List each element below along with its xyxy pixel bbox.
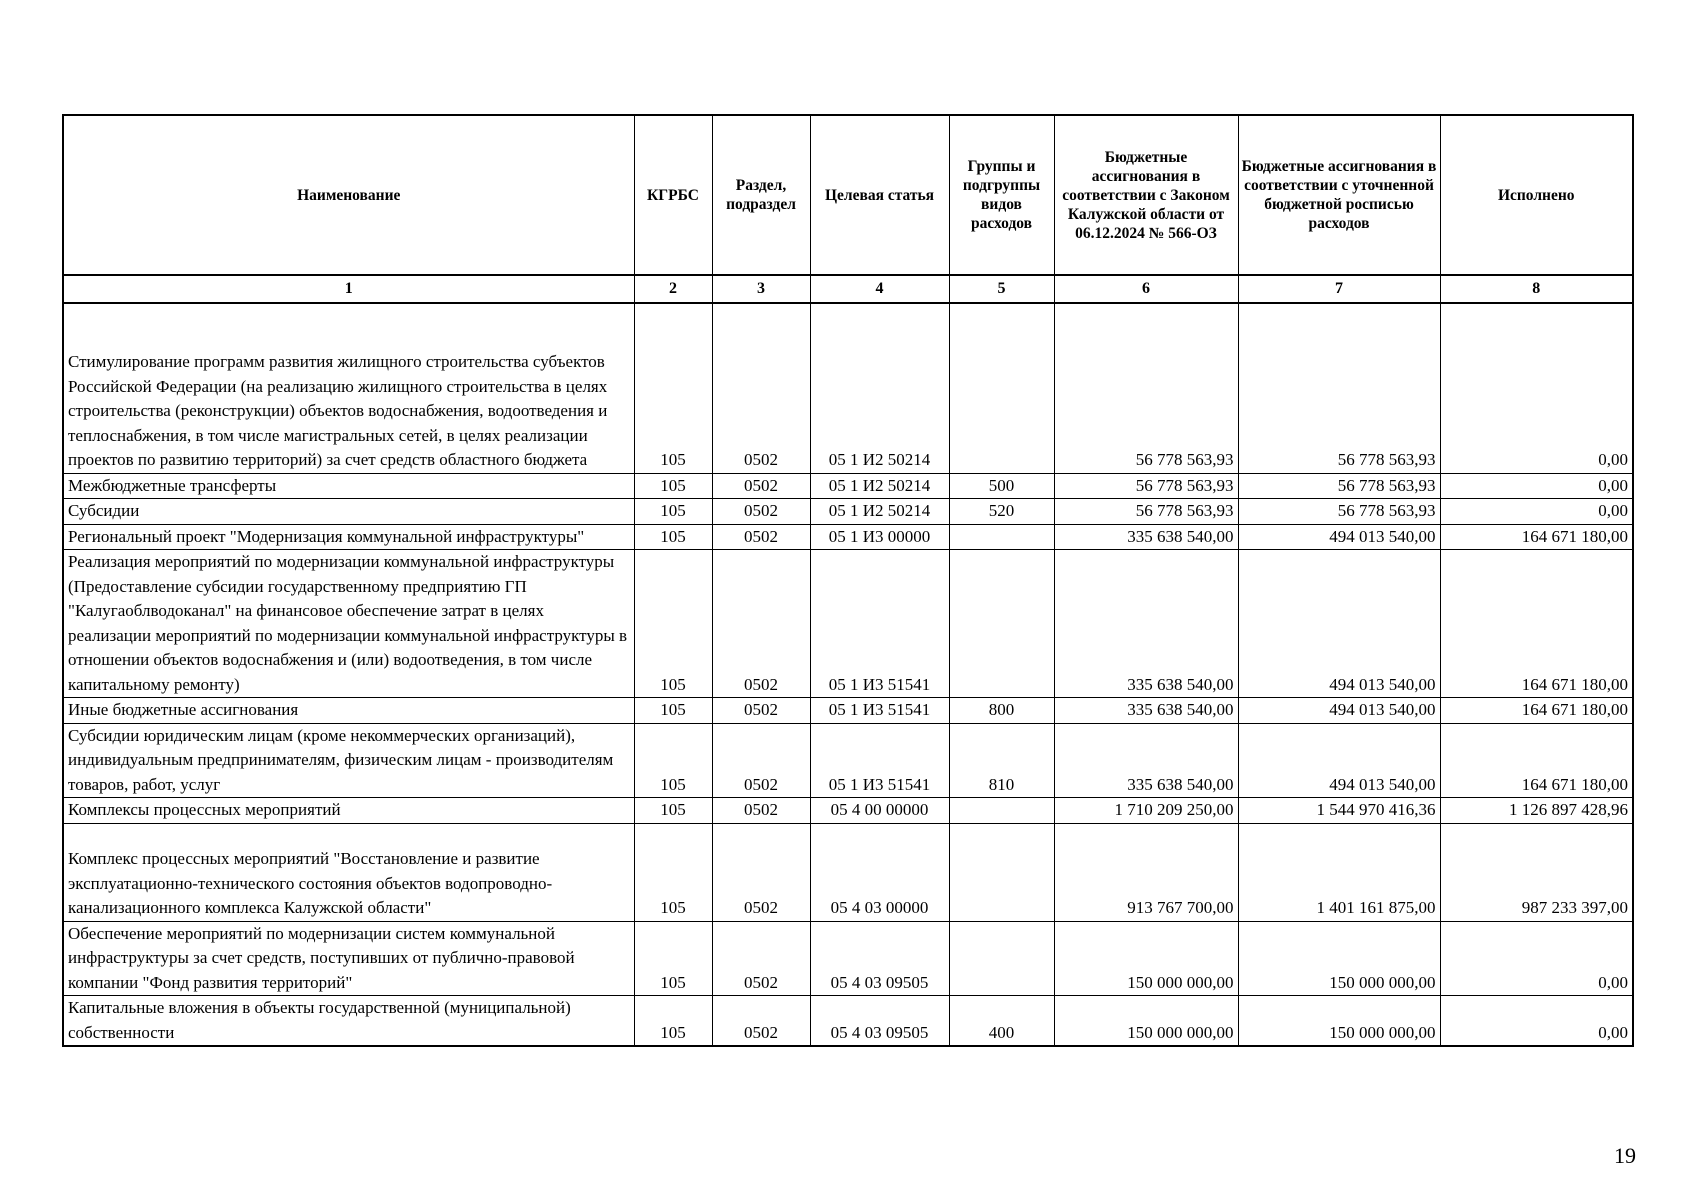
row-kgrbs: 105	[634, 550, 712, 698]
row-law-allocation: 56 778 563,93	[1054, 499, 1238, 525]
row-law-allocation: 1 710 209 250,00	[1054, 798, 1238, 824]
row-executed: 0,00	[1440, 499, 1633, 525]
row-executed: 164 671 180,00	[1440, 723, 1633, 798]
row-law-allocation: 56 778 563,93	[1054, 303, 1238, 473]
column-number: 2	[634, 275, 712, 303]
row-expense-group	[949, 921, 1054, 996]
table-header-row	[63, 115, 1633, 275]
row-expense-group: 400	[949, 996, 1054, 1047]
row-razdel: 0502	[712, 798, 810, 824]
row-name: Стимулирование программ развития жилищного строительства субъектов Российской Федерации (на реализацию жилищного строительства в целях строительства (реконструкции) объектов водоснабжения, водоотведения и теплоснабжения, в том числе магистральных сетей, в целях реализации проектов по развитию территорий) за счет средств областного бюджета	[63, 303, 634, 473]
row-law-allocation: 150 000 000,00	[1054, 996, 1238, 1047]
row-name: Обеспечение мероприятий по модернизации систем коммунальной инфраструктуры за счет средств, поступивших от публично-правовой компании "Фонд развития территорий"	[63, 921, 634, 996]
column-number: 4	[810, 275, 949, 303]
header-refined-allocation: Бюджетные ассигнования в соответствии с уточненной бюджетной росписью расходов	[1238, 115, 1440, 275]
row-expense-group	[949, 303, 1054, 473]
row-law-allocation: 335 638 540,00	[1054, 698, 1238, 724]
row-razdel: 0502	[712, 723, 810, 798]
column-number: 1	[63, 275, 634, 303]
table-row	[63, 798, 1633, 824]
row-expense-group: 800	[949, 698, 1054, 724]
row-expense-group	[949, 550, 1054, 698]
table-row	[63, 823, 1633, 921]
row-refined-allocation: 1 544 970 416,36	[1238, 798, 1440, 824]
table-row	[63, 473, 1633, 499]
header-expense-group: Группы и подгруппы видов расходов	[949, 115, 1054, 275]
row-expense-group: 500	[949, 473, 1054, 499]
column-number: 6	[1054, 275, 1238, 303]
row-refined-allocation: 494 013 540,00	[1238, 723, 1440, 798]
row-razdel: 0502	[712, 698, 810, 724]
row-kgrbs: 105	[634, 723, 712, 798]
column-number: 5	[949, 275, 1054, 303]
row-target-article: 05 1 И3 51541	[810, 723, 949, 798]
row-kgrbs: 105	[634, 524, 712, 550]
row-target-article: 05 1 И3 00000	[810, 524, 949, 550]
row-refined-allocation: 56 778 563,93	[1238, 473, 1440, 499]
row-law-allocation: 335 638 540,00	[1054, 550, 1238, 698]
row-expense-group: 520	[949, 499, 1054, 525]
row-executed: 0,00	[1440, 473, 1633, 499]
row-expense-group	[949, 524, 1054, 550]
row-razdel: 0502	[712, 524, 810, 550]
row-kgrbs: 105	[634, 698, 712, 724]
row-name: Комплекс процессных мероприятий "Восстановление и развитие эксплуатационно-технического состояния объектов водопроводно-канализационного комплекса Калужской области"	[63, 823, 634, 921]
table-row	[63, 698, 1633, 724]
row-executed: 1 126 897 428,96	[1440, 798, 1633, 824]
table-row	[63, 550, 1633, 698]
row-law-allocation: 335 638 540,00	[1054, 723, 1238, 798]
row-refined-allocation: 1 401 161 875,00	[1238, 823, 1440, 921]
row-expense-group	[949, 798, 1054, 824]
row-kgrbs: 105	[634, 473, 712, 499]
row-refined-allocation: 150 000 000,00	[1238, 921, 1440, 996]
table-row	[63, 303, 1633, 473]
row-executed: 0,00	[1440, 996, 1633, 1047]
table-row	[63, 723, 1633, 798]
table-row	[63, 499, 1633, 525]
row-kgrbs: 105	[634, 798, 712, 824]
row-name: Капитальные вложения в объекты государственной (муниципальной) собственности	[63, 996, 634, 1047]
row-name: Комплексы процессных мероприятий	[63, 798, 634, 824]
row-refined-allocation: 494 013 540,00	[1238, 550, 1440, 698]
row-refined-allocation: 150 000 000,00	[1238, 996, 1440, 1047]
row-razdel: 0502	[712, 499, 810, 525]
row-name: Региональный проект "Модернизация коммунальной инфраструктуры"	[63, 524, 634, 550]
row-name: Субсидии	[63, 499, 634, 525]
row-razdel: 0502	[712, 473, 810, 499]
row-kgrbs: 105	[634, 499, 712, 525]
row-target-article: 05 4 00 00000	[810, 798, 949, 824]
row-kgrbs: 105	[634, 996, 712, 1047]
row-executed: 164 671 180,00	[1440, 524, 1633, 550]
row-law-allocation: 913 767 700,00	[1054, 823, 1238, 921]
row-razdel: 0502	[712, 996, 810, 1047]
row-executed: 0,00	[1440, 303, 1633, 473]
header-executed: Исполнено	[1440, 115, 1633, 275]
row-target-article: 05 1 И2 50214	[810, 499, 949, 525]
row-executed: 164 671 180,00	[1440, 550, 1633, 698]
row-target-article: 05 4 03 09505	[810, 921, 949, 996]
row-target-article: 05 1 И2 50214	[810, 473, 949, 499]
column-number: 7	[1238, 275, 1440, 303]
row-target-article: 05 1 И3 51541	[810, 698, 949, 724]
header-razdel: Раздел, подраздел	[712, 115, 810, 275]
row-name: Субсидии юридическим лицам (кроме некоммерческих организаций), индивидуальным предпринимателям, физическим лицам - производителям товаров, работ, услуг	[63, 723, 634, 798]
row-name: Реализация мероприятий по модернизации коммунальной инфраструктуры (Предоставление субсидии государственному предприятию ГП "Калугаоблводоканал" на финансовое обеспечение затрат в целях реализации мероприятий по модернизации коммунальной инфраструктуры в отношении объектов водоснабжения и (или) водоотведения, в том числе капитальному ремонту)	[63, 550, 634, 698]
row-razdel: 0502	[712, 921, 810, 996]
row-target-article: 05 1 И2 50214	[810, 303, 949, 473]
row-razdel: 0502	[712, 303, 810, 473]
row-expense-group	[949, 823, 1054, 921]
row-kgrbs: 105	[634, 823, 712, 921]
page-number: 19	[1614, 1143, 1636, 1168]
row-law-allocation: 335 638 540,00	[1054, 524, 1238, 550]
row-name: Иные бюджетные ассигнования	[63, 698, 634, 724]
table-row	[63, 921, 1633, 996]
header-target-article: Целевая статья	[810, 115, 949, 275]
row-target-article: 05 4 03 09505	[810, 996, 949, 1047]
row-law-allocation: 56 778 563,93	[1054, 473, 1238, 499]
row-expense-group: 810	[949, 723, 1054, 798]
table-row	[63, 524, 1633, 550]
row-name: Межбюджетные трансферты	[63, 473, 634, 499]
row-refined-allocation: 56 778 563,93	[1238, 499, 1440, 525]
budget-table	[62, 114, 1634, 1047]
row-refined-allocation: 494 013 540,00	[1238, 698, 1440, 724]
row-target-article: 05 4 03 00000	[810, 823, 949, 921]
column-number: 3	[712, 275, 810, 303]
row-razdel: 0502	[712, 823, 810, 921]
column-number-row	[63, 275, 1633, 303]
row-kgrbs: 105	[634, 303, 712, 473]
row-executed: 0,00	[1440, 921, 1633, 996]
table-row	[63, 996, 1633, 1047]
row-law-allocation: 150 000 000,00	[1054, 921, 1238, 996]
column-number: 8	[1440, 275, 1633, 303]
header-kgrbs: КГРБС	[634, 115, 712, 275]
row-target-article: 05 1 И3 51541	[810, 550, 949, 698]
row-executed: 164 671 180,00	[1440, 698, 1633, 724]
header-name: Наименование	[63, 115, 634, 275]
row-kgrbs: 105	[634, 921, 712, 996]
row-razdel: 0502	[712, 550, 810, 698]
header-law-allocation: Бюджетные ассигнования в соответствии с Законом Калужской области от 06.12.2024 № 566-ОЗ	[1054, 115, 1238, 275]
row-refined-allocation: 56 778 563,93	[1238, 303, 1440, 473]
row-executed: 987 233 397,00	[1440, 823, 1633, 921]
row-refined-allocation: 494 013 540,00	[1238, 524, 1440, 550]
